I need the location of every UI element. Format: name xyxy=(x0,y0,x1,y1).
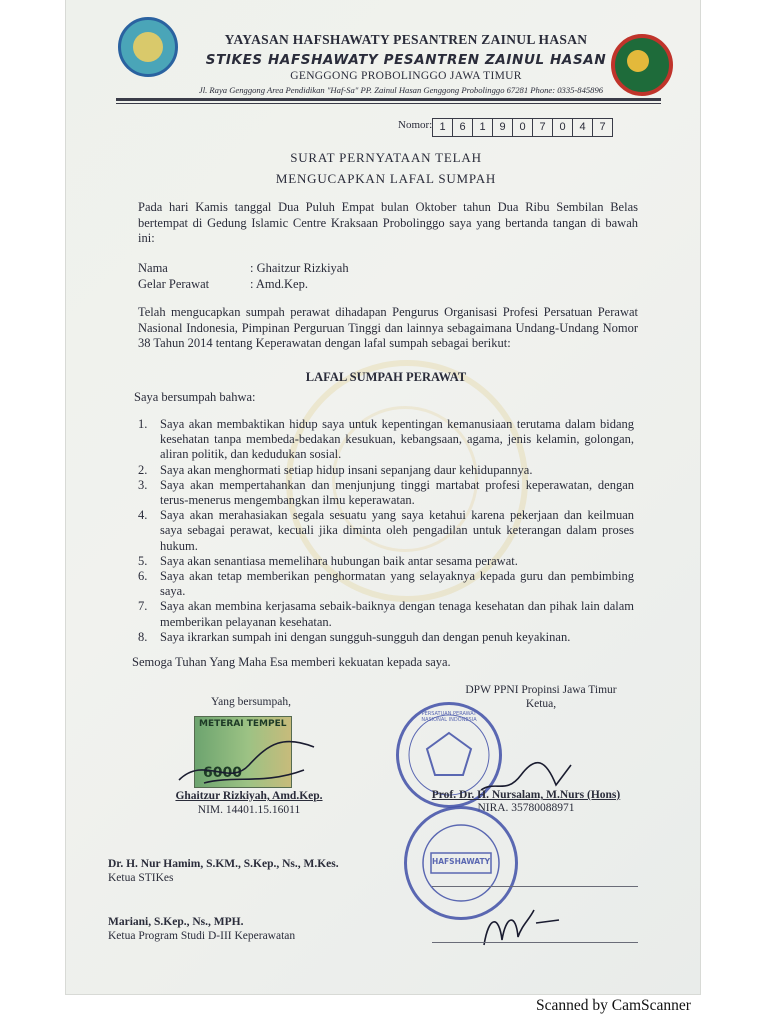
program-head-name: Mariani, S.Kep., Ns., MPH. xyxy=(108,916,244,928)
oath-item xyxy=(134,599,634,629)
ppni-stamp-text: PERSATUAN PERAWAT NASIONAL INDONESIA xyxy=(421,711,477,723)
nomor-label: Nomor: xyxy=(398,119,433,131)
stikes-head-role: Ketua STIKes xyxy=(108,872,174,884)
oath-item-text: Saya akan senantiasa memelihara hubungan baik antar sesama perawat. xyxy=(160,553,518,568)
intro-paragraph: Pada hari Kamis tanggal Dua Puluh Empat bulan Oktober tahun Dua Ribu Sembilan Belas bertempat di Gedung Islamic Centre Kraksaan Probolinggo saya yang bertanda tangan di bawah ini: xyxy=(138,200,638,245)
institution-name: STIKES HAFSHAWATY PESANTREN ZAINUL HASAN xyxy=(205,52,607,68)
header-rule-thick xyxy=(116,98,661,101)
oath-item-number: 7. xyxy=(138,599,148,614)
oath-item xyxy=(134,630,634,645)
oath-list xyxy=(134,417,634,645)
oath-taker-heading: Yang bersumpah, xyxy=(211,696,291,708)
ppni-heading: DPW PPNI Propinsi Jawa Timur xyxy=(465,684,617,696)
oath-taker-name: Ghaitzur Rizkiyah, Amd.Kep. xyxy=(175,790,323,802)
nomor-digit: 4 xyxy=(572,118,593,137)
nomor-digit: 7 xyxy=(532,118,553,137)
program-head-role: Ketua Program Studi D-III Keperawatan xyxy=(108,930,296,942)
oath-item-number: 6. xyxy=(138,569,148,584)
scanner-watermark: Scanned by CamScanner xyxy=(536,997,691,1014)
nomor-digit: 9 xyxy=(492,118,513,137)
oath-item xyxy=(134,569,634,599)
nurse-title-value: : Amd.Kep. xyxy=(250,277,308,291)
oath-item-number: 4. xyxy=(138,508,148,523)
oath-item-text: Saya akan menghormati setiap hidup insani sepanjang daur kehidupannya. xyxy=(160,462,533,477)
oath-item-text: Saya akan tetap memberikan penghormatan yang selayaknya kepada guru dan pembimbing saya. xyxy=(160,569,634,599)
nomor-digit: 0 xyxy=(552,118,573,137)
program-head-signature-icon xyxy=(474,895,564,955)
oath-item-text: Saya akan mempertahankan dan menjunjung tinggi martabat profesi keperawatan, dengan terus-menerus mengembangkan ilmu keperawatan. xyxy=(160,477,634,508)
oath-item xyxy=(134,508,634,554)
duty-stamp-value: 6000 xyxy=(203,765,242,781)
nomor-digit-boxes xyxy=(432,118,612,137)
oath-item-number: 5. xyxy=(138,553,148,568)
duty-stamp-text: METERAI TEMPEL xyxy=(199,719,287,729)
oath-heading: LAFAL SUMPAH PERAWAT xyxy=(305,370,467,384)
oath-item xyxy=(134,417,634,463)
oath-item xyxy=(134,463,634,478)
document-title-line1: SURAT PERNYATAAN TELAH xyxy=(290,150,482,165)
nurse-title-label: Gelar Perawat xyxy=(138,277,210,291)
oath-item-text: Saya akan membaktikan hidup saya untuk kepentingan kemanusiaan terutama dalam bidang kesehatan tanpa membeda-bedakan kesukuan, kebangsaan, agama, jenis kelamin, golongan, aliran politik, dan kedudukan sosial. xyxy=(160,417,634,462)
program-head-sign-line xyxy=(432,942,638,943)
nomor-digit: 6 xyxy=(452,118,473,137)
oath-item-number: 1. xyxy=(138,417,148,431)
name-label: Nama xyxy=(138,261,168,275)
stikes-head-name: Dr. H. Nur Hamim, S.KM., S.Kep., Ns., M.Kes. xyxy=(108,858,339,870)
institution-address: Jl. Raya Genggong Area Pendidikan "Haf-Sa" PP. Zainul Hasan Genggong Probolinggo 67281 Phone: 0335-845896 xyxy=(198,85,604,95)
institution-location: GENGGONG PROBOLINGGO JAWA TIMUR xyxy=(290,70,522,82)
nomor-digit: 1 xyxy=(432,118,453,137)
oath-item-number: 3. xyxy=(138,477,148,492)
statement-paragraph: Telah mengucapkan sumpah perawat dihadapan Pengurus Organisasi Profesi Persatuan Perawat Nasional Indonesia, Pimpinan Perguruan Tinggi dan lainnya sebagaimana Undang-Undang Nomor 38 Tahun 2014 tentang Keperawatan dengan lafal sumpah sebagai berikut: xyxy=(138,305,638,350)
stikes-stamp-text: HAFSHAWATY xyxy=(431,857,491,866)
oath-taker-nim: NIM. 14401.15.16011 xyxy=(197,804,301,816)
oath-item-text: Saya akan merahasiakan segala sesuatu yang saya ketahui karena pekerjaan dan keilmuan saya sebagai perawat, kecuali jika diminta oleh pengadilan untuk keterangan dalam proses hukum. xyxy=(160,508,634,553)
oath-closing: Semoga Tuhan Yang Maha Esa memberi kekuatan kepada saya. xyxy=(132,655,451,669)
oath-item-number: 2. xyxy=(138,462,148,477)
oath-item xyxy=(134,554,634,569)
name-value: : Ghaitzur Rizkiyah xyxy=(250,261,349,275)
ppni-chair-name: Prof. Dr. H. Nursalam, M.Nurs (Hons) xyxy=(431,789,621,801)
foundation-name: YAYASAN HAFSHAWATY PESANTREN ZAINUL HASAN xyxy=(224,32,588,47)
oath-item-text: Saya ikrarkan sumpah ini dengan sungguh-sungguh dan dengan penuh keyakinan. xyxy=(160,629,571,644)
nomor-digit: 0 xyxy=(512,118,533,137)
ppni-chair-nira: NIRA. 35780088971 xyxy=(477,802,575,814)
nomor-digit: 1 xyxy=(472,118,493,137)
foundation-logo-icon xyxy=(118,17,178,77)
oath-taker-signature-icon xyxy=(174,725,324,795)
oath-item-number: 8. xyxy=(138,629,148,644)
nomor-digit: 7 xyxy=(592,118,613,137)
header-rule-thin xyxy=(116,103,661,104)
oath-item-text: Saya akan membina kerjasama sebaik-baiknya dengan tenaga kesehatan dan pihak lain dalam memberikan pelayanan kesehatan. xyxy=(160,599,634,629)
oath-item xyxy=(134,478,634,508)
document-page xyxy=(66,0,700,994)
oath-opening: Saya bersumpah bahwa: xyxy=(134,390,256,404)
ppni-role: Ketua, xyxy=(525,698,557,710)
stikes-head-sign-line xyxy=(432,886,638,887)
document-title-line2: MENGUCAPKAN LAFAL SUMPAH xyxy=(275,171,497,186)
